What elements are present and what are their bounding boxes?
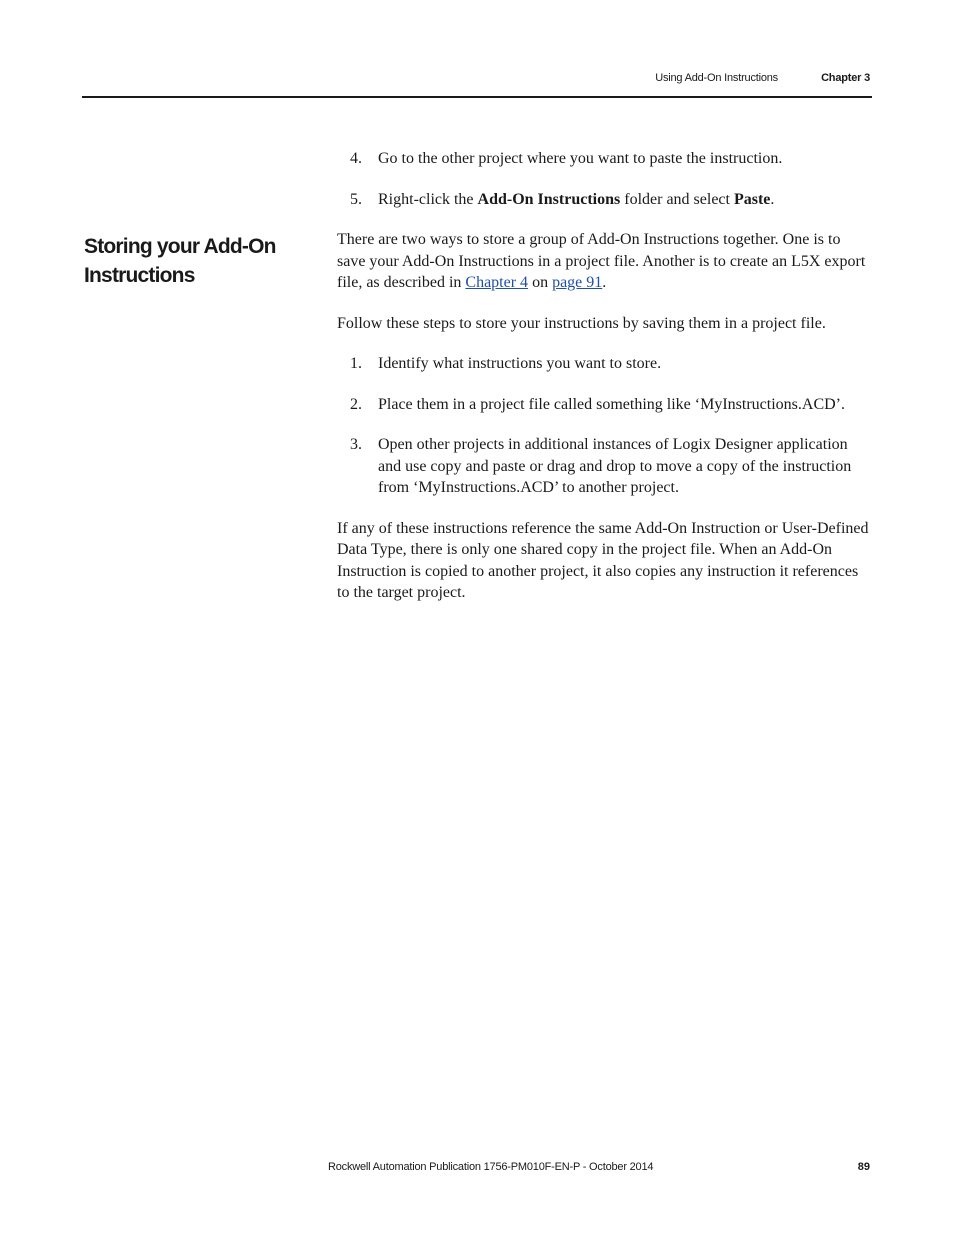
step-text: Go to the other project where you want to paste the instruction. — [378, 150, 783, 167]
list-item — [337, 353, 869, 375]
step-number: 1. — [350, 355, 362, 372]
storage-step-list — [337, 353, 869, 499]
paragraph-follow-steps: Follow these steps to store your instructions by saving them in a project file. — [337, 314, 826, 332]
step-bold-folder: Add-On Instructions — [477, 190, 621, 208]
page-number: 89 — [857, 1161, 870, 1173]
list-item — [337, 189, 869, 211]
paragraph-text: . — [602, 274, 607, 291]
list-item — [337, 434, 869, 499]
step-bold-action: Paste — [733, 190, 771, 208]
step-text-after: . — [770, 190, 775, 208]
step-text: Place them in a project file called something like ‘MyInstructions.ACD’. — [378, 395, 845, 413]
paragraph-storage-ways — [337, 229, 869, 294]
publication-info: Rockwell Automation Publication 1756-PM010F-EN-P - October 2014 — [328, 1161, 654, 1173]
list-item — [337, 148, 869, 170]
page-link[interactable]: page 91 — [552, 274, 603, 291]
step-text-before: Right-click the — [378, 190, 478, 208]
step-text-middle: folder and select — [620, 190, 734, 208]
header-chapter-label: Chapter 3 — [821, 72, 870, 84]
step-text: Open other projects in additional instances of Logix Designer application and use copy and paste or drag and drop to move a copy of the instruction from ‘MyInstructions.ACD’ to another project. — [378, 436, 852, 496]
list-item — [337, 394, 869, 416]
page-header — [82, 70, 872, 98]
paragraph-text: on — [528, 274, 553, 291]
intro-step-list — [337, 148, 869, 210]
step-number: 3. — [350, 436, 362, 453]
step-number: 4. — [350, 150, 362, 167]
section-heading: Storing your Add-On Instructions — [84, 235, 276, 287]
step-text: Identify what instructions you want to store. — [378, 355, 662, 372]
paragraph-text: There are two ways to store a group of Add-On Instructions together. One is to save your Add-On Instructions in a project file. Another is to create an L5X export file, as described in — [337, 231, 866, 291]
header-section-title: Using Add-On Instructions — [655, 72, 778, 84]
main-content — [337, 148, 869, 604]
chapter-link[interactable]: Chapter 4 — [465, 274, 529, 291]
step-number: 5. — [350, 190, 362, 208]
step-number: 2. — [350, 395, 362, 413]
paragraph-shared-copy: If any of these instructions reference the same Add-On Instruction or User-Defined Data Type, there is only one shared copy in the project file. When an Add-On Instruction is copied to another project, it also copies any instruction it references to the target project. — [337, 519, 869, 601]
